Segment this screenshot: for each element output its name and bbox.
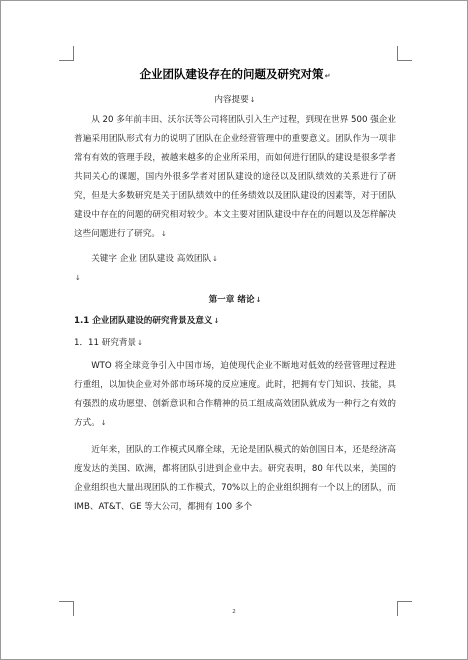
abstract-heading bbox=[74, 91, 396, 109]
document-body[interactable] bbox=[74, 61, 396, 517]
line-break-mark: ↓ bbox=[213, 317, 220, 325]
keywords-text: 关键字 企业 团队建设 高效团队 bbox=[91, 254, 212, 264]
line-break-mark: ↓ bbox=[249, 96, 256, 104]
subsection-heading bbox=[74, 334, 396, 353]
title-text: 企业团队建设存在的问题及研究对策 bbox=[139, 67, 324, 81]
crop-mark-top-left bbox=[59, 46, 74, 61]
body-paragraph-1 bbox=[74, 357, 396, 433]
abstract-text: 从 20 多年前丰田、沃尔沃等公司将团队引入生产过程，到现在世界 500 强企业普遍采用团队形式有力的说明了团队在企业经营管理中的重要意义。团队作为一项非常有有效的管理手段，被越来越多的企业所采用，而如何进行团队的建设是很多学者共同关心的课题，国内外很多学者对团队建设的途径以及团队绩效的关系进行了研究，但是大多数研究是关于团队绩效中的任务绩效以及团队建设的因素等，对于团队建设中存在的问题的研究相对较少。本文主要对团队建设中存在的问题以及怎样解决这些问题进行了研究。 bbox=[74, 115, 396, 239]
body-paragraph-2 bbox=[74, 441, 396, 517]
line-break-mark: ↓ bbox=[100, 419, 107, 427]
abstract-heading-text: 内容提要 bbox=[214, 95, 249, 105]
section-heading-text: 1.1 企业团队建设的研究背景及意义 bbox=[74, 316, 213, 326]
page-number: 2 bbox=[232, 609, 236, 615]
line-break-mark: ↓ bbox=[160, 230, 167, 238]
paragraph-1-text: WTO 将全球竞争引入中国市场，迫使现代企业不断地对低效的经营管理过程进行重组，以加快企业对外部市场环境的反应速度。此时，把拥有专门知识、技能，具有强烈的成功愿望、创新意识和合作精神的员工组成高效团队就成为一种行之有效的方式。 bbox=[74, 361, 396, 428]
document-title bbox=[74, 64, 396, 86]
paragraph-mark: ↵ bbox=[324, 72, 331, 80]
chapter-heading bbox=[74, 291, 396, 310]
line-break-mark: ↓ bbox=[137, 339, 143, 347]
paragraph-2-text: 近年来，团队的工作模式风靡全球，无论是团队模式的始创国日本，还是经济高度发达的美国、欧洲，都将团队引进到企业中去。研究表明，80 年代以来，美国的企业组织也大量出现团队的工作模式，70%以上的企业组织拥有一个以上的团队，而 IMB、AT&T、GE 等大公司，都拥有 100 多个 bbox=[74, 445, 396, 512]
empty-line bbox=[74, 269, 396, 291]
subsection-heading-text: 1．11 研究背景 bbox=[74, 338, 137, 348]
abstract-paragraph bbox=[74, 111, 396, 244]
chapter-heading-text: 第一章 绪论 bbox=[208, 295, 255, 305]
crop-mark-top-right bbox=[397, 46, 412, 61]
line-break-mark: ↓ bbox=[212, 255, 218, 263]
section-heading bbox=[74, 312, 396, 331]
line-break-mark: ↓ bbox=[75, 274, 81, 282]
keywords-line bbox=[74, 250, 396, 269]
line-break-mark: ↓ bbox=[255, 296, 262, 304]
